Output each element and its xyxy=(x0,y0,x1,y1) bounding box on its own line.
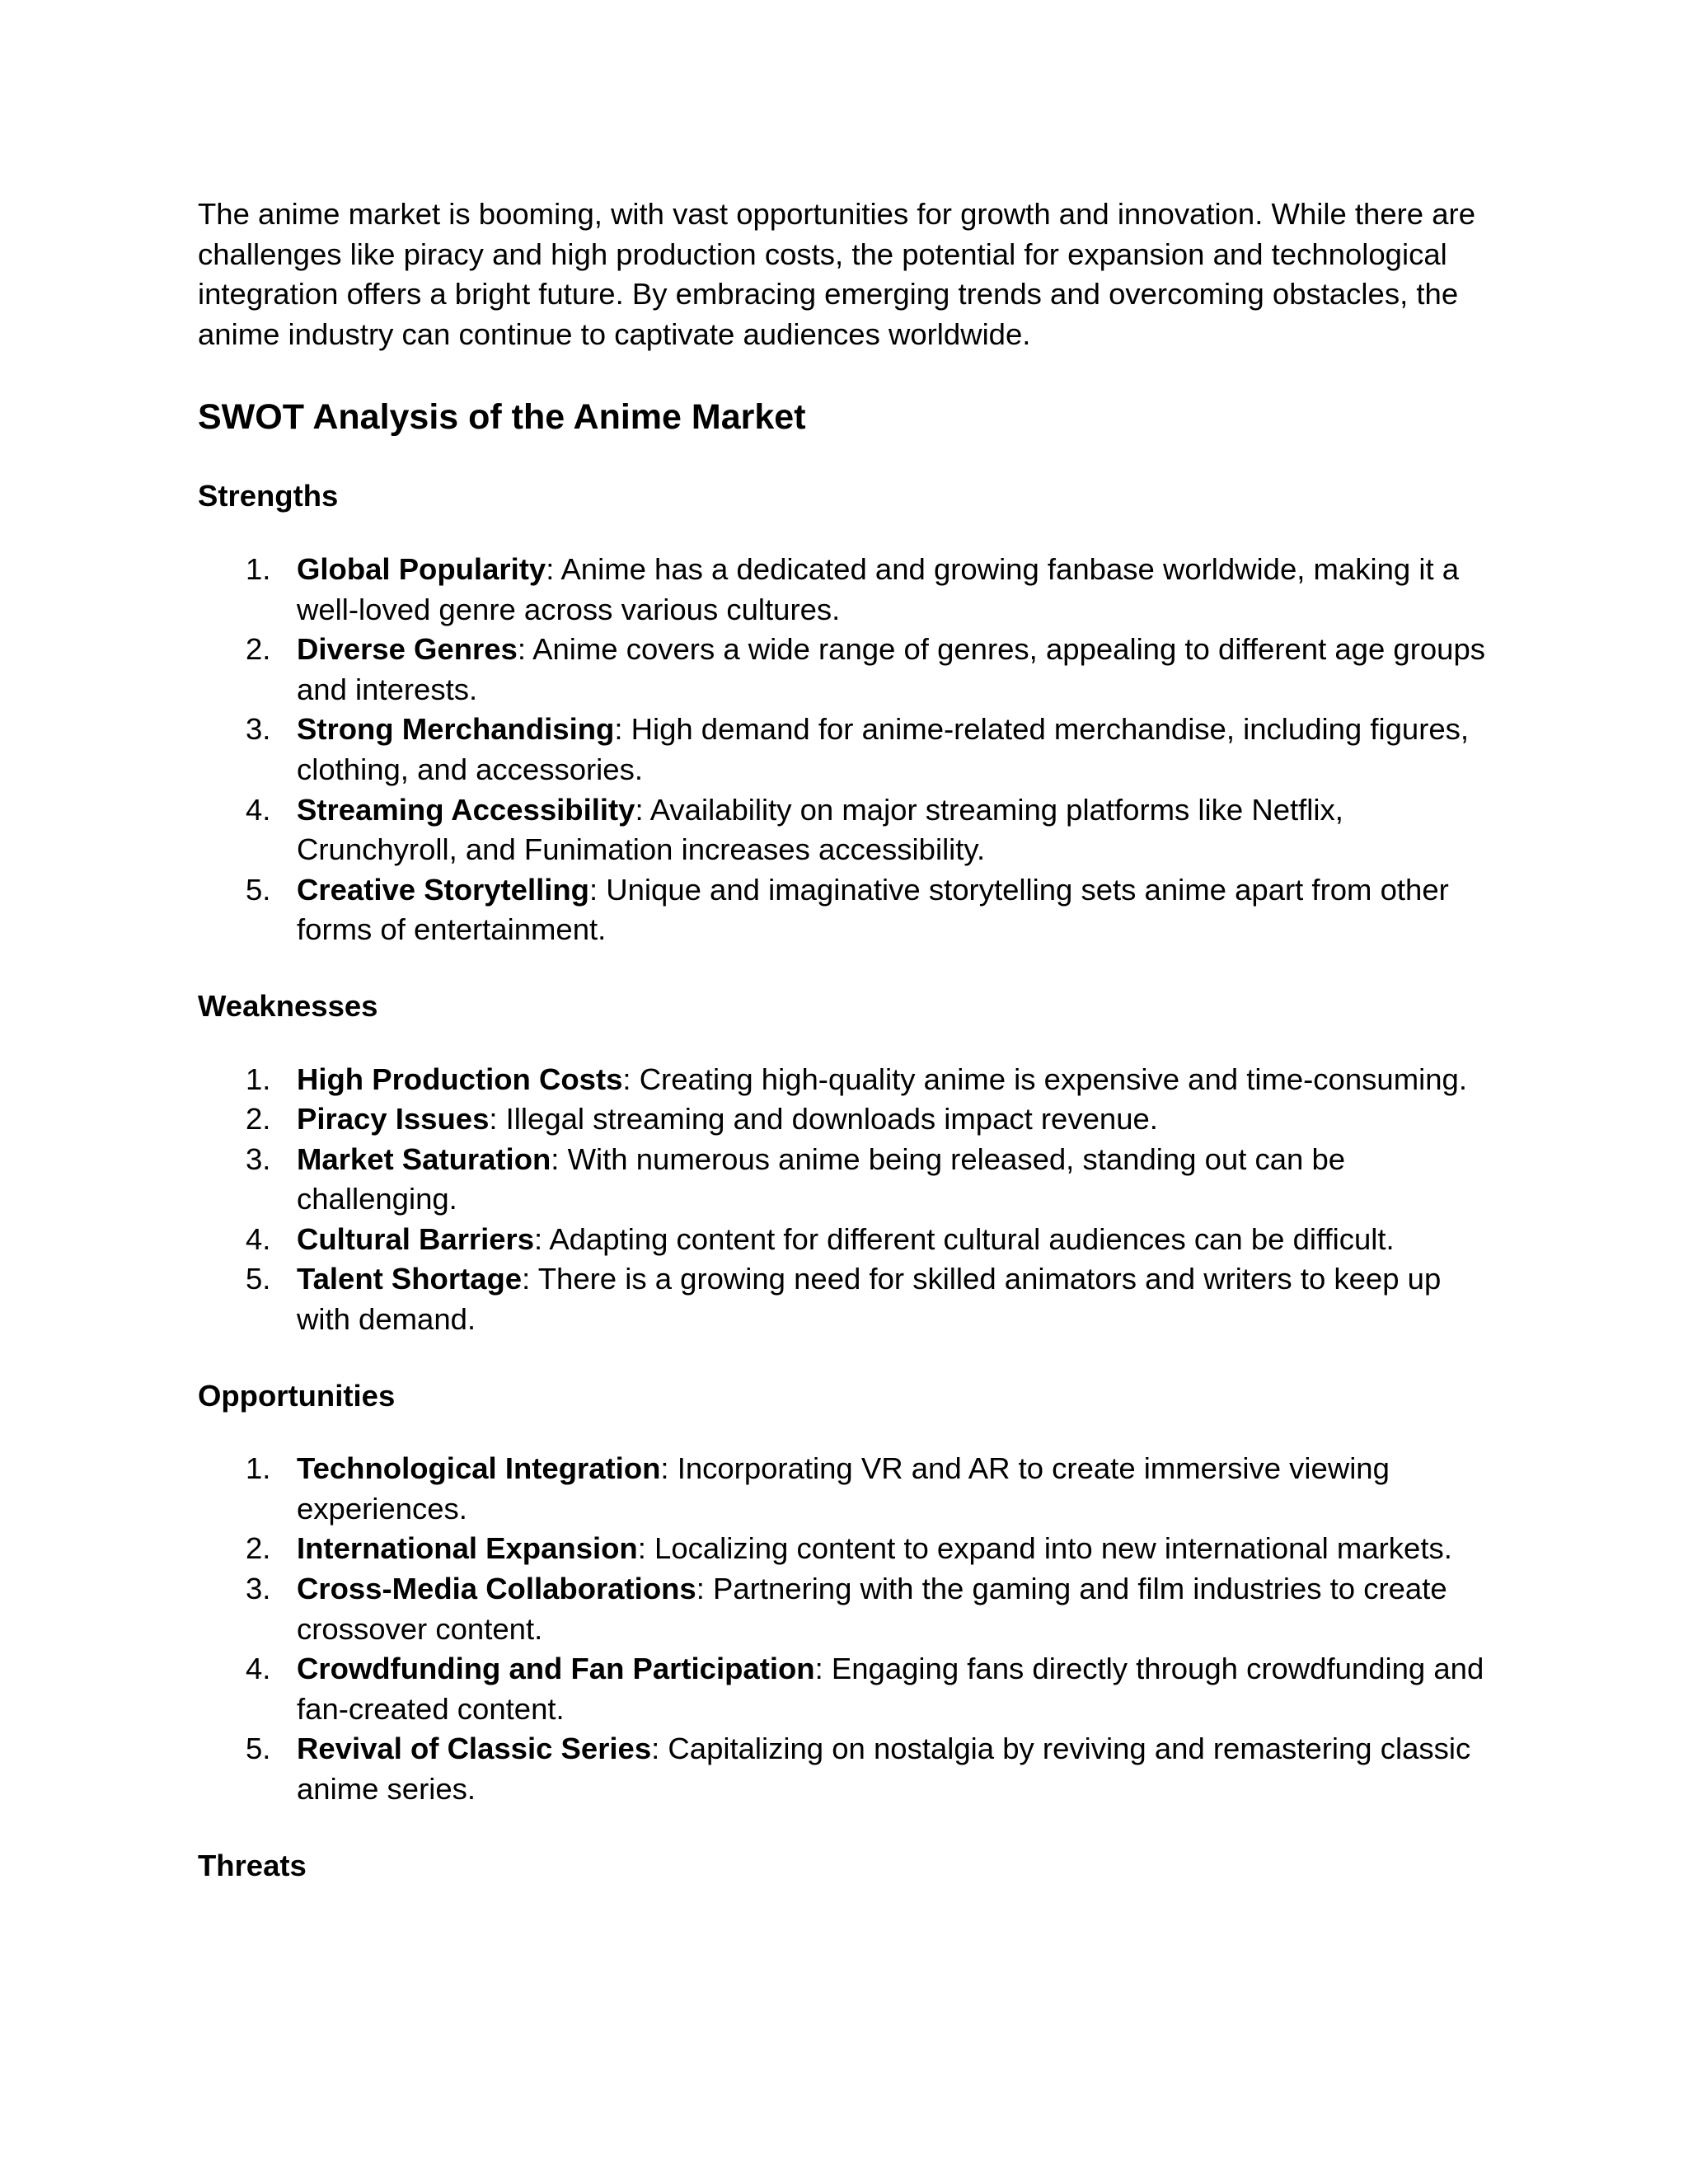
list-item-description: : Anime has a dedicated and growing fanbase worldwide, making it a well-loved genre across various cultures. xyxy=(297,551,1460,626)
list-item-description: : High demand for anime-related merchandise, including figures, clothing, and accessories. xyxy=(297,712,1470,786)
list-item-term: Global Popularity xyxy=(297,551,546,586)
list-item-term: Cross-Media Collaborations xyxy=(297,1572,696,1606)
list-item-term: Streaming Accessibility xyxy=(297,792,635,827)
list-item xyxy=(198,710,1490,790)
document-page xyxy=(198,194,1490,1886)
list-item xyxy=(198,1649,1490,1729)
list-item-number: 3. xyxy=(246,1141,271,1176)
list-item-description: : Capitalizing on nostalgia by reviving and remastering classic anime series. xyxy=(297,1732,1471,1806)
list-item-number: 1. xyxy=(246,551,271,586)
list-item-number: 5. xyxy=(246,1262,271,1296)
list-item xyxy=(198,630,1490,710)
list-item-number: 4. xyxy=(246,1221,271,1256)
list-item-term: Technological Integration xyxy=(297,1451,661,1486)
list-item-number: 4. xyxy=(246,1652,271,1686)
list-item-number: 1. xyxy=(246,1062,271,1096)
list-item-description: : Illegal streaming and downloads impact revenue. xyxy=(489,1102,1158,1137)
list-item-number: 4. xyxy=(246,792,271,827)
section-heading-threats: Threats xyxy=(198,1848,307,1882)
list-item-description: : Localizing content to expand into new international markets. xyxy=(637,1531,1452,1566)
list-item-description: : Partnering with the gaming and film industries to create crossover content. xyxy=(297,1572,1447,1646)
list-item-term: High Production Costs xyxy=(297,1062,623,1096)
list-item-number: 1. xyxy=(246,1451,271,1486)
list-item xyxy=(198,1529,1490,1569)
list-item xyxy=(198,1220,1490,1260)
list-item-description: : Creating high-quality anime is expensive and time-consuming. xyxy=(622,1062,1467,1096)
list-item-number: 3. xyxy=(246,1572,271,1606)
strengths-list xyxy=(198,550,1490,950)
opportunities-list xyxy=(198,1449,1490,1809)
list-item-description: : There is a growing need for skilled animators and writers to keep up with demand. xyxy=(297,1262,1442,1337)
list-item-term: Diverse Genres xyxy=(297,632,518,667)
list-item xyxy=(198,790,1490,870)
list-item-description: : Anime covers a wide range of genres, appealing to different age groups and interests. xyxy=(297,632,1486,706)
list-item-term: Piracy Issues xyxy=(297,1102,490,1137)
section-heading-strengths: Strengths xyxy=(198,479,339,513)
section-heading-weaknesses: Weaknesses xyxy=(198,988,378,1023)
list-item xyxy=(198,1060,1490,1100)
list-item-number: 2. xyxy=(246,1102,271,1137)
list-item xyxy=(198,1569,1490,1649)
list-item-term: Strong Merchandising xyxy=(297,712,615,747)
list-item-term: Cultural Barriers xyxy=(297,1221,535,1256)
weaknesses-list xyxy=(198,1060,1490,1340)
document-title: SWOT Analysis of the Anime Market xyxy=(198,397,806,438)
list-item xyxy=(198,1259,1490,1339)
list-item-description: : Availability on major streaming platforms like Netflix, Crunchyroll, and Funimation increases accessibility. xyxy=(297,792,1343,867)
list-item-description: : Adapting content for different cultural audiences can be difficult. xyxy=(534,1221,1395,1256)
list-item xyxy=(198,550,1490,630)
list-item xyxy=(198,1099,1490,1140)
list-item-term: Market Saturation xyxy=(297,1141,551,1176)
intro-paragraph: The anime market is booming, with vast opportunities for growth and innovation. While there are challenges like piracy and high production costs, the potential for expansion and technological integration offers a bright future. By embracing emerging trends and overcoming obstacles, the anime industry can continue to captivate audiences worldwide. xyxy=(198,197,1476,351)
list-item xyxy=(198,1729,1490,1809)
list-item-number: 3. xyxy=(246,712,271,747)
list-item-number: 5. xyxy=(246,872,271,907)
list-item-term: Talent Shortage xyxy=(297,1262,523,1296)
list-item-description: : Unique and imaginative storytelling sets anime apart from other forms of entertainment. xyxy=(297,872,1449,947)
list-item-term: Crowdfunding and Fan Participation xyxy=(297,1652,815,1686)
list-item-term: International Expansion xyxy=(297,1531,638,1566)
list-item-description: : Engaging fans directly through crowdfunding and fan-created content. xyxy=(297,1652,1484,1726)
list-item-description: : With numerous anime being released, standing out can be challenging. xyxy=(297,1141,1346,1216)
list-item-term: Revival of Classic Series xyxy=(297,1732,652,1766)
list-item-number: 2. xyxy=(246,1531,271,1566)
list-item xyxy=(198,1140,1490,1220)
list-item-term: Creative Storytelling xyxy=(297,872,589,907)
list-item-description: : Incorporating VR and AR to create immersive viewing experiences. xyxy=(297,1451,1390,1526)
list-item xyxy=(198,870,1490,950)
list-item-number: 5. xyxy=(246,1732,271,1766)
list-item xyxy=(198,1449,1490,1529)
section-heading-opportunities: Opportunities xyxy=(198,1378,396,1413)
list-item-number: 2. xyxy=(246,632,271,667)
